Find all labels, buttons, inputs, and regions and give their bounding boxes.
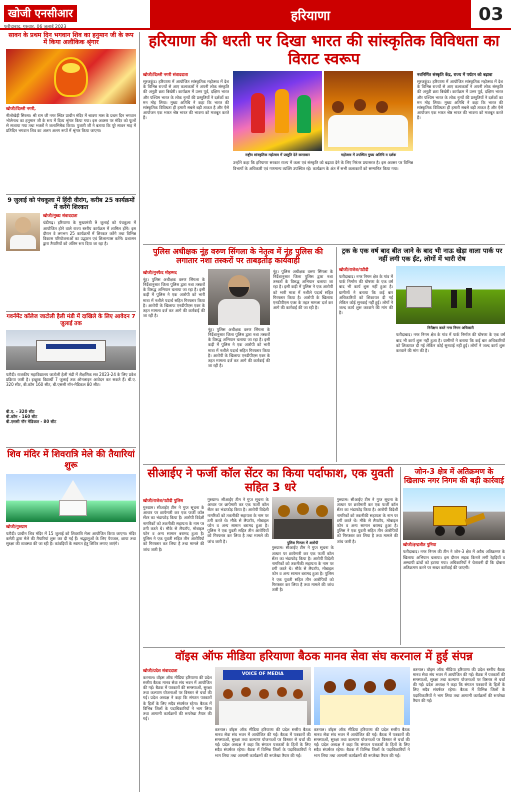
body-text: गुरुग्राम। सीआईए टीम ने गुप्त सूचना के आधार पर छापेमारी कर एक फर्जी कॉल सेंटर का भंडाफोड़ किया है। आरोपी विदेशी नागरिकों को तकनीकी सहायता के नाम पर ठगी करते थे। मौके से लैपटॉप, मोबाइल फोन व अन्य सामान बरामद हुआ है। पुलिस ने एक युवती सहित तीन आरोपियों को गिरफ्तार कर लिया है तथा मामले की जांच जारी है। — [143, 505, 205, 552]
headline: शिव मंदिर में शिवरात्रि मेले की तैयारियां शुरू — [7, 450, 135, 471]
photo-meeting — [215, 667, 311, 725]
photo-accused — [208, 269, 270, 325]
masthead — [0, 0, 511, 30]
story-fake-call — [143, 467, 398, 645]
photo-shiva-shringar — [6, 49, 136, 104]
body-text: करनाल। वॉइस ऑफ मीडिया हरियाणा की प्रदेश स्तरीय बैठक मानव सेवा संघ भवन में आयोजित की गई। बैठक में पत्रकारों की समस्याओं, सुरक्षा तथा कल्याण योजनाओं पर विस्तार से चर्चा की गई। प्रदेश अध्यक्ष ने कहा कि संगठन पत्रकारों के हितों के लिए सदैव संघर्षरत रहेगा। बैठक में विभिन्न जिलों के पदाधिकारियों ने भाग लिया तथा आगामी कार्यक्रमों की रूपरेखा तैयार की गई। — [214, 726, 311, 758]
photo-caption: महोत्सव में उपस्थित मुख्य अतिथि व दर्शक — [340, 153, 397, 157]
story-truck — [339, 247, 505, 462]
banner-voice-of-media — [223, 670, 303, 680]
section-title: हरियाणा — [290, 9, 331, 24]
banner-text: VOICE OF MEDIA — [241, 672, 284, 677]
sub-heading: नवनिर्मित संस्कृति केंद्र, राज्य में पर्यटन को बढ़ावा — [417, 72, 493, 77]
byline: खोजी/राजेश/पटौदी पुलिस — [143, 498, 183, 503]
story-left-top — [6, 32, 136, 192]
byline: खोजी/इन्द्रजीत पुनिया — [403, 542, 437, 548]
body-text: फरीदाबाद। नगर निगम क्षेत्र के गांव में पार्क निर्माण की घोषणा के एक वर्ष बाद भी कार्य शुरू नहीं हुआ है। ग्रामीणों ने बताया कि कई बार अधिकारियों को शिकायत दी गई लेकिन कोई सुनवाई नहीं हुई। लोगों ने जल्द कार्य शुरू करवाने की मांग की है। — [339, 274, 393, 316]
photo-dancers — [233, 71, 322, 151]
headline: 9 जुलाई को पंचकूला में हिंदी वीरांग, करीब 25 कार्यक्रमों में करेंगे शिरकत — [7, 197, 135, 212]
story-police — [143, 247, 333, 462]
photo-caption: राष्ट्रीय सांस्कृतिक महोत्सव में प्रस्तुति देते कलाकार — [245, 153, 310, 157]
photo-audience — [324, 71, 413, 151]
byline: खोजी/मुनफैद मोहम्मद — [143, 269, 177, 275]
byline: खोजी/राजेश/पटौदी — [339, 267, 369, 272]
story-left-bottom — [6, 450, 136, 790]
date-line: फरीदाबाद, गुरुवार, 06 जुलाई 2023 — [4, 25, 67, 30]
body-text: गुरुग्राम। सीआईए टीम ने गुप्त सूचना के आधार पर छापेमारी कर एक फर्जी कॉल सेंटर का भंडाफोड़ किया है। आरोपी विदेशी नागरिकों को तकनीकी सहायता के नाम पर ठगी करते थे। मौके से लैपटॉप, मोबाइल फोन व अन्य सामान बरामद हुआ है। पुलिस ने एक युवती सहित तीन आरोपियों को गिरफ्तार कर लिया है तथा मामले की जांच जारी है। — [207, 497, 269, 544]
story-left-mid — [6, 197, 136, 309]
photo-group — [314, 667, 410, 725]
body-text: करनाल। वॉइस ऑफ मीडिया हरियाणा की प्रदेश स्तरीय बैठक मानव सेवा संघ भवन में आयोजित की गई। बैठक में पत्रकारों की समस्याओं, सुरक्षा तथा कल्याण योजनाओं पर विस्तार से चर्चा की गई। प्रदेश अध्यक्ष ने कहा कि संगठन पत्रकारों के हितों के लिए सदैव संघर्षरत रहेगा। बैठक में विभिन्न जिलों के पदाधिकारियों ने भाग लिया तथा आगामी कार्यक्रमों की रूपरेखा तैयार की गई। — [143, 674, 212, 722]
body-text: नूंह। पुलिस अधीक्षक वरुण सिंगला के निर्देशानुसार जिला पुलिस द्वारा नशा तस्करों के विरुद्ध अभियान चलाया जा रहा है। इसी कड़ी में पुलिस ने एक आरोपी को भारी मात्रा में नशीले पदार्थ सहित गिरफ्तार किया है। आरोपी के खिलाफ एनडीपीएस एक्ट के तहत मामला दर्ज कर आगे की कार्रवाई की जा रही है। — [273, 268, 333, 311]
body-text-continued: उन्होंने कहा कि हरियाणा सरकार राज्य में कला एवं संस्कृति को बढ़ावा देने के लिए निरंतर प्रयासरत है। इस अवसर पर विभिन्न विभागों के अधिकारी एवं गणमान्य व्यक्ति उपस्थित रहे। कार्यक्रम के अंत में सभी कलाकारों को सम्मानित किया गया। — [233, 160, 413, 171]
photo-shiv-temple — [6, 474, 136, 522]
byline: खोजी/दिल्ली नगरी, — [6, 105, 36, 111]
photo-arrested — [272, 497, 334, 539]
body-text: गुरुग्राम। सीआईए टीम ने गुप्त सूचना के आधार पर छापेमारी कर एक फर्जी कॉल सेंटर का भंडाफोड़ किया है। आरोपी विदेशी नागरिकों को तकनीकी सहायता के नाम पर ठगी करते थे। मौके से लैपटॉप, मोबाइल फोन व अन्य सामान बरामद हुआ है। पुलिस ने एक युवती सहित तीन आरोपियों को गिरफ्तार कर लिया है तथा मामले की जांच जारी है। — [271, 545, 334, 593]
body-text: पटौदी। राजकीय महाविद्यालय जाटोली हेली मंडी में शैक्षणिक सत्र 2023-24 के लिए प्रवेश प्रक्रिया जारी है। इच्छुक विद्यार्थी 7 जुलाई तक ऑनलाइन आवेदन कर सकते हैं। बी.ए. 320 सीट, बी.कॉम 160 सीट, बी.एससी नॉन-मेडिकल 80 सीट। — [6, 371, 136, 387]
divider — [6, 447, 136, 448]
column-divider — [336, 247, 337, 462]
lead-headline: हरियाणा की धरती पर दिखा भारत की सांस्कृतिक विविधता का विराट स्वरूप — [148, 32, 500, 68]
newspaper-logo: खोजी एनसीआर — [4, 5, 77, 22]
divider — [143, 464, 505, 465]
byline: खोजी/मुख्य संवाददाता — [43, 213, 78, 219]
divider — [143, 647, 505, 648]
photo-bulldozer — [403, 488, 505, 540]
body-text: करनाल। वॉइस ऑफ मीडिया हरियाणा की प्रदेश स्तरीय बैठक मानव सेवा संघ भवन में आयोजित की गई। बैठक में पत्रकारों की समस्याओं, सुरक्षा तथा कल्याण योजनाओं पर विस्तार से चर्चा की गई। प्रदेश अध्यक्ष ने कहा कि संगठन पत्रकारों के हितों के लिए सदैव संघर्षरत रहेगा। बैठक में विभिन्न जिलों के पदाधिकारियों ने भाग लिया तथा आगामी कार्यक्रमों की रूपरेखा तैयार की गई। — [412, 666, 505, 703]
lead-story — [143, 32, 505, 242]
divider — [6, 194, 136, 195]
page-number: 03 — [478, 3, 504, 25]
divider — [143, 244, 505, 245]
byline: खोजी/दिल्ली नगरी संवाददाता — [143, 72, 188, 77]
photo-college-building — [6, 330, 136, 370]
headline: सीआईए ने फर्जी कॉल सेंटर का किया पर्दाफाश, एक युवती सहित 3 धरे — [147, 466, 394, 494]
seat-item: बी.कॉम - 160 सीट — [6, 413, 38, 419]
story-bottom — [143, 650, 505, 795]
seat-item: बी.एससी नॉन मेडिकल - 80 सीट — [6, 419, 57, 424]
headline: गवर्नमेंट कॉलेज जाटोली हैली मंडी में दाखिले के लिए आवेदन 7 जुलाई तक — [6, 314, 136, 327]
photo-caption: निरीक्षण करते नगर निगम अधिकारी — [427, 326, 474, 330]
byline: खोजी/गुरुग्राम — [6, 524, 28, 529]
headline: जोन-3 क्षेत्र में अतिक्रमण के खिलाफ नगर निगम की बड़ी कार्रवाई — [404, 467, 504, 486]
body-text: सूरजकुंड। हरियाणा में आयोजित सांस्कृतिक महोत्सव में देश के विभिन्न राज्यों से आए कलाकारों ने अपनी लोक संस्कृति की अनूठी छटा बिखेरी। कार्यक्रम में उत्तर पूर्व, दक्षिण भारत और पश्चिम भारत के लोक नृत्यों की प्रस्तुतियों ने दर्शकों का मन मोह लिया। मुख्य अतिथि ने कहा कि भारत की सांस्कृतिक विविधता ही हमारी सबसे बड़ी ताकत है और ऐसे आयोजन एक भारत श्रेष्ठ भारत की भावना को मजबूत करते हैं। — [143, 79, 229, 121]
body-text: पटौदी। प्राचीन शिव मंदिर में 15 जुलाई को शिवरात्रि मेला आयोजित किया जाएगा। मंदिर कमेटी द्वारा मेले की तैयारियां शुरू कर दी गई हैं। श्रद्धालुओं के लिए पेयजल, छाया तथा सुरक्षा की व्यवस्था की जा रही है। कांवड़ियों के स्वागत हेतु शिविर लगाए जाएंगे। — [6, 531, 136, 547]
headline: ट्रक के एक वर्ष बाद बीत जाने के बाद भी नाऊ खेड़ा वाला पार्क पर नहीं लगी एक ईंट, लोगों में भारी रोष — [341, 247, 503, 263]
story-left-admission — [6, 314, 136, 444]
byline: खोजी/प्रदेश संवाददाता — [143, 667, 178, 673]
body-text: चंडीगढ़। हरियाणा के मुख्यमंत्री 9 जुलाई को पंचकूला में आयोजित होने वाले राज्य स्तरीय कार्यक्रम में शामिल होंगे। इस दौरान वे लगभग 25 कार्यक्रमों में शिरकत करेंगे तथा विभिन्न विकास परियोजनाओं का उद्घाटन एवं शिलान्यास करेंगे। प्रशासन द्वारा तैयारियों को अंतिम रूप दिया जा रहा है। — [43, 220, 136, 247]
photo-chief-minister — [6, 213, 40, 251]
section-banner — [150, 0, 471, 30]
body-text: फरीदाबाद। नगर निगम क्षेत्र के गांव में पार्क निर्माण की घोषणा के एक वर्ष बाद भी कार्य शुरू नहीं हुआ है। ग्रामीणों ने बताया कि कई बार अधिकारियों को शिकायत दी गई लेकिन कोई सुनवाई नहीं हुई। लोगों ने जल्द कार्य शुरू करवाने की मांग की है। — [396, 332, 505, 354]
headline: वॉइस ऑफ मीडिया हरियाणा बैठक मानव सेवा संघ करनाल में हुई संपन्न — [175, 649, 473, 663]
seat-item: बी.ए. - 320 सीट — [6, 408, 35, 414]
body-text: नूंह। पुलिस अधीक्षक वरुण सिंगला के निर्देशानुसार जिला पुलिस द्वारा नशा तस्करों के विरुद्ध अभियान चलाया जा रहा है। इसी कड़ी में पुलिस ने एक आरोपी को भारी मात्रा में नशीले पदार्थ सहित गिरफ्तार किया है। आरोपी के खिलाफ एनडीपीएस एक्ट के तहत मामला दर्ज कर आगे की कार्रवाई की जा रही है। — [143, 276, 205, 319]
divider — [6, 311, 136, 312]
body-text: फरीदाबाद। नगर निगम की टीम ने जोन-3 क्षेत्र में अवैध अतिक्रमण के खिलाफ अभियान चलाया। इस दौरान सड़क किनारे लगी रेहड़ियों व अस्थायी ढांचों को हटाया गया। अधिकारियों ने चेतावनी दी कि दोबारा अतिक्रमण करने पर सख्त कार्रवाई की जाएगी। — [403, 549, 505, 571]
body-text: सूरजकुंड। हरियाणा में आयोजित सांस्कृतिक महोत्सव में देश के विभिन्न राज्यों से आए कलाकारों ने अपनी लोक संस्कृति की अनूठी छटा बिखेरी। कार्यक्रम में उत्तर पूर्व, दक्षिण भारत और पश्चिम भारत के लोक नृत्यों की प्रस्तुतियों ने दर्शकों का मन मोह लिया। मुख्य अतिथि ने कहा कि भारत की सांस्कृतिक विविधता ही हमारी सबसे बड़ी ताकत है और ऐसे आयोजन एक भारत श्रेष्ठ भारत की भावना को मजबूत करते हैं। — [417, 79, 503, 121]
story-encroach — [403, 467, 505, 645]
photo-caption: पुलिस गिरफ्त में आरोपी — [287, 541, 319, 545]
body-text: नूंह। पुलिस अधीक्षक वरुण सिंगला के निर्देशानुसार जिला पुलिस द्वारा नशा तस्करों के विरुद्ध अभियान चलाया जा रहा है। इसी कड़ी में पुलिस ने एक आरोपी को भारी मात्रा में नशीले पदार्थ सहित गिरफ्तार किया है। आरोपी के खिलाफ एनडीपीएस एक्ट के तहत मामला दर्ज कर आगे की कार्रवाई की जा रही है। — [208, 326, 270, 369]
body-text: नीलोखेड़ी सिरसा। श्री राम जी नगर स्थित प्राचीन मंदिर में श्रावण मास के प्रथम दिन भगवान भोलेनाथ का हनुमान जी के रूप में दिव्य श्रृंगार किया गया। इस अवसर पर मंदिर को फूलों से सजाया गया तथा भक्तों ने जलाभिषेक किया। पुजारी जी ने बताया कि पूरे सावन माह में प्रतिदिन भगवान शिव का अलग अलग रूपों में श्रृंगार किया जाएगा। — [6, 112, 136, 134]
masthead-left — [0, 0, 150, 30]
body-text: गुरुग्राम। सीआईए टीम ने गुप्त सूचना के आधार पर छापेमारी कर एक फर्जी कॉल सेंटर का भंडाफोड़ किया है। आरोपी विदेशी नागरिकों को तकनीकी सहायता के नाम पर ठगी करते थे। मौके से लैपटॉप, मोबाइल फोन व अन्य सामान बरामद हुआ है। पुलिस ने एक युवती सहित तीन आरोपियों को गिरफ्तार कर लिया है तथा मामले की जांच जारी है। — [336, 497, 398, 544]
seat-list — [6, 409, 136, 425]
photo-park-site — [396, 266, 505, 324]
headline: पुलिस अधीक्षक नूंह वरुण सिंगला के नेतृत्व में नूंह पुलिस की लगातार नशा तस्करों पर ताबड़तोड़ कार्यवाही — [153, 247, 323, 266]
body-text: करनाल। वॉइस ऑफ मीडिया हरियाणा की प्रदेश स्तरीय बैठक मानव सेवा संघ भवन में आयोजित की गई। बैठक में पत्रकारों की समस्याओं, सुरक्षा तथा कल्याण योजनाओं पर विस्तार से चर्चा की गई। प्रदेश अध्यक्ष ने कहा कि संगठन पत्रकारों के हितों के लिए सदैव संघर्षरत रहेगा। बैठक में विभिन्न जिलों के पदाधिकारियों ने भाग लिया तथा आगामी कार्यक्रमों की रूपरेखा तैयार की गई। — [313, 726, 410, 758]
page-number-box — [471, 0, 511, 30]
column-divider — [400, 467, 401, 645]
column-divider — [139, 32, 140, 792]
headline: सावन के प्रथम दिन भगवान शिव का हनुमान जी के रूप में किया अलौकिक श्रृंगार — [8, 32, 134, 47]
